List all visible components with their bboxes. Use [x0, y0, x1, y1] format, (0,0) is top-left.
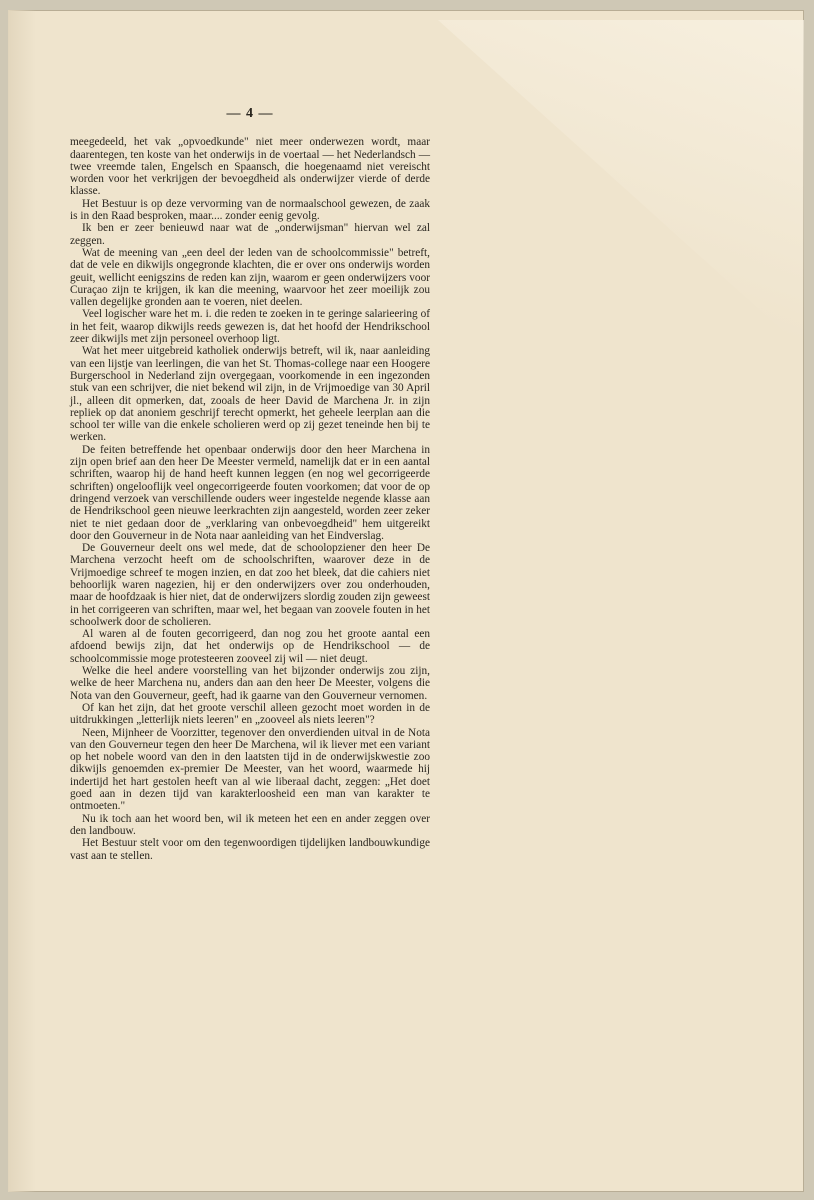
paragraph: Al waren al de fouten gecorrigeerd, dan nog zou het groote aantal een afdoend bewijs zijn, dat het onderwijs op de Hendrikschool — de schoolcommissie moge protesteeren zooveel zij wil — niet deugt. [70, 628, 430, 665]
page-number: — 4 — [226, 106, 274, 121]
paragraph: Veel logischer ware het m. i. die reden te zoeken in te geringe salarieering of in het feit, waarop dikwijls reeds gewezen is, dat het hoofd der Hendrikschool zeer dikwijls met zijn personeel overhoop ligt. [70, 308, 430, 346]
paragraph: Wat de meening van „een deel der leden van de schoolcommissie" betreft, dat de vele en dikwijls ongegronde klachten, die er over ons onderwijs worden geuit, wellicht eenigszins de reden kan zijn, waarom er geen onderwijzers voor Curaçao zijn te krijgen, ik kan die meening, waarvoor het zeer moeilijk zou vallen degelijke gronden aan te voeren, niet deelen. [70, 246, 430, 309]
paragraph: Het Bestuur stelt voor om den tegenwoordigen tijdelijken landbouwkundige vast aan te stellen. [70, 837, 430, 862]
paragraph: Welke die heel andere voorstelling van het bijzonder onderwijs zou zijn, welke de heer Marchena nu, anders dan aan den heer De Meester, volgens die Nota van den Gouverneur, geeft, had ik gaarne van den Gouverneur vernomen. [70, 665, 430, 702]
paragraph: Ik ben er zeer benieuwd naar wat de „onderwijsman" hiervan wel zal zeggen. [70, 222, 430, 247]
paragraph: Of kan het zijn, dat het groote verschil alleen gezocht moet worden in de uitdrukkingen „letterlijk niets leeren" en „zooveel als niets leeren"? [70, 701, 430, 727]
paragraph: Wat het meer uitgebreid katholiek onderwijs betreft, wil ik, naar aanleiding van een lijstje van leerlingen, die van het St. Thomas-college naar een Hoogere Burgerschool in Nederland zijn overgegaan, voorkomende in een ingezonden stuk van een schrijver, die niet bekend wil zijn, in de Vrijmoedige van 30 April jl., alleen dit opmerken, dat, zooals de heer David de Marchena Jr. in zijn repliek op dat anoniem geschrijf terecht opmerkt, het geheele leerplan aan die school ter wille van die enkele scholieren werd op zij gezet teneinde hen bij te werken. [70, 345, 430, 444]
paragraph: De feiten betreffende het openbaar onderwijs door den heer Marchena in zijn open brief aan den heer De Meester vermeld, namelijk dat er in een aantal schriften, waarop hij de hand heeft kunnen leggen (en nog wel gecorrigeerde schriften) ongelooflijk veel ongecorrigeerde fouten voorkomen; dat voor de op dringend verzoek van verschillende ouders weer ingestelde negende klasse aan de Hendrikschool geen nieuwe leerkrachten zijn aangesteld, worden zeer zeker niet te niet gedaan door de „verklaring van onbevoegdheid" hem uitgereikt door den Gouverneur in de Nota naar aanleiding van het Eindverslag. [70, 443, 430, 542]
paragraph: De Gouverneur deelt ons wel mede, dat de schoolopziener den heer De Marchena verzocht heeft om de schoolschriften, waarover deze in de Vrijmoedige schreef te mogen inzien, en dat zoo het bleek, dat die cahiers niet behoorlijk waren nagezien, hij er den onderwijzers over zou onderhouden, maar de hoofdzaak is hier niet, dat de onderwijzers slordig zouden zijn geweest in het corrigeeren van schriften, maar wel, het begaan van zoovele fouten in het schoolwerk door de scholieren. [70, 542, 430, 628]
paragraph: Nu ik toch aan het woord ben, wil ik meteen het een en ander zeggen over den landbouw. [70, 812, 430, 837]
page-fold-shading [438, 20, 804, 350]
document-page [8, 10, 804, 1192]
paragraph: meegedeeld, het vak „opvoedkunde" niet meer onderwezen wordt, maar daarentegen, ten koste van het onderwijs in de voertaal — het Nederlandsch — twee vreemde talen, Engelsch en Spaansch, die hoegenaamd niet vereischt worden voor het verkrijgen der bevoegdheid als onderwijzer vierde of derde klasse. [70, 136, 430, 198]
text-column [70, 108, 430, 862]
paragraph: Het Bestuur is op deze vervorming van de normaalschool gewezen, de zaak is in den Raad besproken, maar.... zonder eenig gevolg. [70, 197, 430, 223]
paragraph: Neen, Mijnheer de Voorzitter, tegenover den onverdienden uitval in de Nota van den Gouverneur tegen den heer De Marchena, wil ik liever met een variant op het nobele woord van den in den laatsten tijd in de onderwijskwestie zoo dikwijls genoemden ex-premier De Meester, van het woord, waarmede hij indertijd het hart gestolen heeft van al wie liberaal dacht, zeggen: „Het doet goed aan in dezen tijd van karakterloosheid een man van karakter te ontmoeten." [70, 726, 430, 813]
